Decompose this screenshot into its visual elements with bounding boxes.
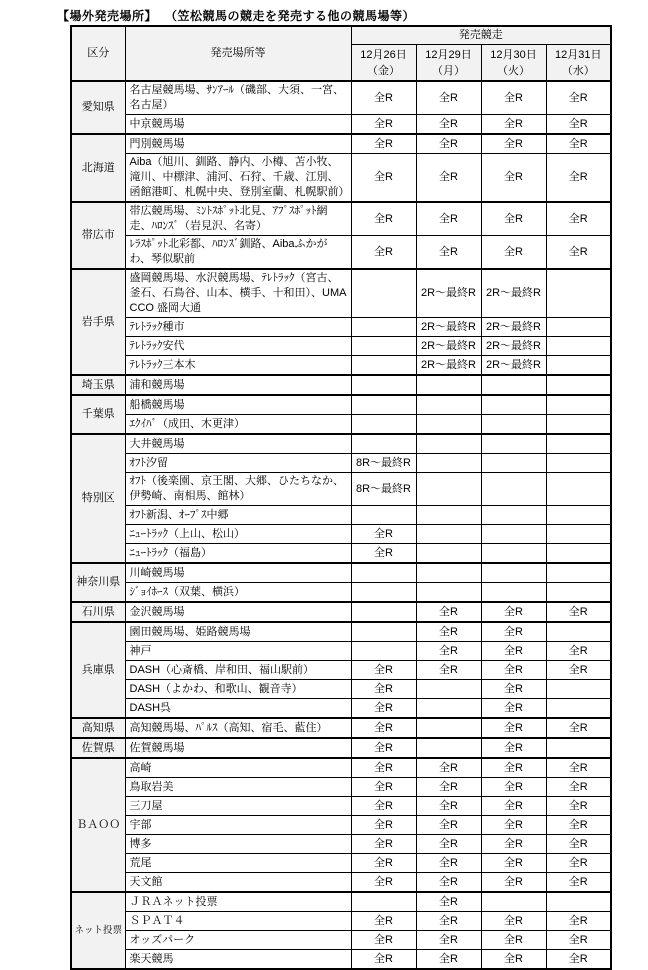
race-value-cell: 全R <box>351 912 416 931</box>
place-cell: ﾃﾚﾄﾗｯｸ種市 <box>125 318 351 337</box>
race-value-cell <box>481 583 546 603</box>
place-cell: 園田競馬場、姫路競馬場 <box>125 622 351 642</box>
place-cell: 鳥取岩美 <box>125 778 351 797</box>
kubun-cell: 岩手県 <box>71 269 125 375</box>
place-cell: 三刀屋 <box>125 797 351 816</box>
race-value-cell: 全R <box>546 816 611 835</box>
race-value-cell: 全R <box>481 950 546 970</box>
page-title <box>57 7 415 24</box>
kubun-cell: 埼玉県 <box>71 375 125 395</box>
race-value-cell: 全R <box>416 816 481 835</box>
table-row <box>71 506 611 525</box>
table-row <box>71 758 611 778</box>
table-header <box>71 26 611 81</box>
race-value-cell: 全R <box>416 912 481 931</box>
race-value-cell: 全R <box>481 680 546 699</box>
place-cell: 浦和競馬場 <box>125 375 351 395</box>
race-value-cell <box>351 892 416 912</box>
place-cell: ﾆｭｰﾄﾗｯｸ（福島） <box>125 544 351 564</box>
race-value-cell: 2R～最終R <box>481 356 546 376</box>
race-value-cell <box>351 434 416 454</box>
race-value-cell: 全R <box>351 797 416 816</box>
race-value-cell: 全R <box>351 115 416 135</box>
race-value-cell: 全R <box>546 202 611 236</box>
race-value-cell: 全R <box>351 738 416 758</box>
table-row <box>71 797 611 816</box>
table-row <box>71 892 611 912</box>
kubun-cell: 石川県 <box>71 602 125 622</box>
date-label: 12月26日 <box>360 48 407 61</box>
place-cell: ﾚﾗｽﾎﾟｯﾄ北彩都、ﾊﾛﾝｽﾞ釧路、Aibaふかがわ、琴似駅前 <box>125 236 351 270</box>
table-row <box>71 680 611 699</box>
place-cell: 盛岡競馬場、水沢競馬場、ﾃﾚﾄﾗｯｸ（宮古、釜石、石鳥谷、山本、横手、十和田）、UMACCO 盛岡大通 <box>125 269 351 318</box>
race-value-cell: 全R <box>416 134 481 154</box>
race-value-cell: 全R <box>351 873 416 893</box>
race-value-cell: 2R～最終R <box>416 356 481 376</box>
race-value-cell <box>351 395 416 415</box>
table-row <box>71 544 611 564</box>
header-date-2 <box>416 45 481 82</box>
race-value-cell: 全R <box>546 642 611 661</box>
table-row <box>71 718 611 738</box>
place-cell: 金沢競馬場 <box>125 602 351 622</box>
race-value-cell: 全R <box>546 81 611 115</box>
table-row <box>71 202 611 236</box>
race-value-cell <box>546 356 611 376</box>
race-value-cell: 全R <box>546 134 611 154</box>
race-value-cell <box>481 395 546 415</box>
kubun-cell: 千葉県 <box>71 395 125 434</box>
table-row <box>71 415 611 435</box>
race-value-cell: 2R～最終R <box>481 337 546 356</box>
header-kubun: 区分 <box>71 26 125 81</box>
place-cell: 川崎競馬場 <box>125 563 351 583</box>
table-row <box>71 473 611 506</box>
place-cell: ｼﾞｮｲﾎｰｽ（双葉、横浜） <box>125 583 351 603</box>
race-value-cell: 全R <box>416 661 481 680</box>
place-cell: 神戸 <box>125 642 351 661</box>
race-value-cell: 全R <box>416 236 481 270</box>
table-row <box>71 583 611 603</box>
race-value-cell <box>416 415 481 435</box>
date-label: 12月31日 <box>555 48 602 61</box>
race-value-cell: 全R <box>416 642 481 661</box>
header-date-1 <box>351 45 416 82</box>
kubun-cell: 北海道 <box>71 134 125 202</box>
race-value-cell: 全R <box>546 758 611 778</box>
race-value-cell: 全R <box>416 154 481 203</box>
race-value-cell: 全R <box>546 835 611 854</box>
table-row <box>71 134 611 154</box>
kubun-cell: 特別区 <box>71 434 125 563</box>
race-value-cell <box>546 699 611 719</box>
page-title-sub: （笠松競馬の競走を発売する他の競馬場等） <box>171 9 416 23</box>
table-row <box>71 154 611 203</box>
race-value-cell: 全R <box>481 778 546 797</box>
race-value-cell: 全R <box>351 758 416 778</box>
table-row <box>71 269 611 318</box>
race-value-cell <box>546 563 611 583</box>
kubun-cell: 神奈川県 <box>71 563 125 602</box>
race-value-cell <box>351 583 416 603</box>
place-cell: 帯広競馬場、ﾐﾝﾄｽﾎﾟｯﾄ北見、ｱﾌﾟｽﾎﾟｯﾄ網走、ﾊﾛﾝｽﾞ（岩見沢、名寄） <box>125 202 351 236</box>
table-row <box>71 622 611 642</box>
kubun-cell: 佐賀県 <box>71 738 125 758</box>
race-value-cell: 全R <box>416 797 481 816</box>
header-place: 発売場所等 <box>125 26 351 81</box>
race-value-cell: 全R <box>481 622 546 642</box>
race-value-cell <box>351 318 416 337</box>
race-value-cell <box>546 622 611 642</box>
place-cell: 門別競馬場 <box>125 134 351 154</box>
race-value-cell <box>481 454 546 473</box>
race-value-cell: 全R <box>481 115 546 135</box>
table-row <box>71 525 611 544</box>
race-value-cell: 全R <box>546 778 611 797</box>
race-value-cell: 全R <box>546 873 611 893</box>
header-races: 発売競走 <box>351 26 611 45</box>
kubun-cell: ＢＡＯＯ <box>71 758 125 892</box>
race-value-cell: 全R <box>546 115 611 135</box>
weekday-label: （水） <box>561 64 595 77</box>
table-row <box>71 835 611 854</box>
race-value-cell <box>481 434 546 454</box>
race-value-cell <box>546 506 611 525</box>
table-row <box>71 81 611 115</box>
table-row <box>71 236 611 270</box>
page-title-main: 【場外発売場所】 <box>57 9 158 23</box>
race-value-cell: 全R <box>481 202 546 236</box>
place-cell: ｵﾌﾄ汐留 <box>125 454 351 473</box>
race-value-cell: 全R <box>416 950 481 970</box>
race-value-cell: 全R <box>416 835 481 854</box>
place-cell: 博多 <box>125 835 351 854</box>
place-cell: ｵﾌﾄ新潟、ｵｰﾌﾟｽ中郷 <box>125 506 351 525</box>
race-value-cell: 全R <box>481 236 546 270</box>
race-value-cell: 全R <box>481 912 546 931</box>
race-value-cell <box>351 337 416 356</box>
race-value-cell <box>351 622 416 642</box>
kubun-cell: ネット投票 <box>71 892 125 969</box>
race-value-cell: 全R <box>416 202 481 236</box>
place-cell: DASH（心斎橋、岸和田、福山駅前） <box>125 661 351 680</box>
race-value-cell: 全R <box>481 602 546 622</box>
race-value-cell <box>416 375 481 395</box>
offtrack-sales-table <box>70 25 612 970</box>
race-value-cell: 全R <box>351 134 416 154</box>
place-cell: DASH（よかわ、和歌山、観音寺） <box>125 680 351 699</box>
race-value-cell: 全R <box>351 718 416 738</box>
race-value-cell: 全R <box>351 931 416 950</box>
race-value-cell: 全R <box>481 738 546 758</box>
place-cell: 宇部 <box>125 816 351 835</box>
race-value-cell <box>546 473 611 506</box>
race-value-cell: 全R <box>546 154 611 203</box>
place-cell: 高崎 <box>125 758 351 778</box>
place-cell: ｴｸｲﾊﾞ（成田、木更津） <box>125 415 351 435</box>
race-value-cell: 全R <box>546 602 611 622</box>
table-body <box>71 81 611 969</box>
race-value-cell <box>416 738 481 758</box>
race-value-cell <box>481 544 546 564</box>
race-value-cell: 全R <box>351 680 416 699</box>
race-value-cell <box>416 544 481 564</box>
race-value-cell <box>546 337 611 356</box>
race-value-cell: 全R <box>416 115 481 135</box>
place-cell: ﾃﾚﾄﾗｯｸ三本木 <box>125 356 351 376</box>
race-value-cell: 全R <box>416 81 481 115</box>
race-value-cell <box>416 718 481 738</box>
race-value-cell <box>351 563 416 583</box>
place-cell: Aiba（旭川、釧路、静内、小樽、苫小牧、滝川、中標津、浦河、石狩、千歳、江別、函館港町、札幌中央、登別室蘭、札幌駅前） <box>125 154 351 203</box>
race-value-cell: 全R <box>546 718 611 738</box>
kubun-cell: 高知県 <box>71 718 125 738</box>
race-value-cell: 全R <box>416 758 481 778</box>
race-value-cell: 全R <box>416 892 481 912</box>
table-row <box>71 931 611 950</box>
race-value-cell: 2R～最終R <box>416 337 481 356</box>
race-value-cell: 全R <box>546 950 611 970</box>
race-value-cell <box>546 375 611 395</box>
race-value-cell: 全R <box>481 642 546 661</box>
place-cell: ﾆｭｰﾄﾗｯｸ（上山、松山） <box>125 525 351 544</box>
race-value-cell <box>351 506 416 525</box>
race-value-cell: 8R～最終R <box>351 473 416 506</box>
race-value-cell <box>416 473 481 506</box>
race-value-cell: 全R <box>546 236 611 270</box>
race-value-cell: 全R <box>351 236 416 270</box>
race-value-cell <box>416 680 481 699</box>
race-value-cell: 全R <box>351 950 416 970</box>
race-value-cell: 全R <box>481 661 546 680</box>
race-value-cell: 全R <box>351 699 416 719</box>
place-cell: ＳＰＡＴ４ <box>125 912 351 931</box>
race-value-cell: 全R <box>481 699 546 719</box>
race-value-cell <box>481 525 546 544</box>
race-value-cell: 全R <box>416 622 481 642</box>
race-value-cell: 全R <box>416 778 481 797</box>
race-value-cell <box>351 602 416 622</box>
table-row <box>71 642 611 661</box>
race-value-cell <box>546 454 611 473</box>
race-value-cell <box>546 583 611 603</box>
table-row <box>71 115 611 135</box>
race-value-cell <box>481 375 546 395</box>
race-value-cell: 全R <box>481 931 546 950</box>
race-value-cell <box>416 506 481 525</box>
race-value-cell: 全R <box>546 797 611 816</box>
race-value-cell: 全R <box>546 661 611 680</box>
place-cell: 名古屋競馬場、ｻﾝｱｰﾙ（磯部、大須、一宮、名古屋） <box>125 81 351 115</box>
race-value-cell <box>481 415 546 435</box>
header-date-3 <box>481 45 546 82</box>
race-value-cell: 全R <box>481 134 546 154</box>
place-cell: ＪＲＡネット投票 <box>125 892 351 912</box>
race-value-cell <box>416 699 481 719</box>
race-value-cell <box>546 738 611 758</box>
race-value-cell <box>416 563 481 583</box>
race-value-cell: 全R <box>351 202 416 236</box>
race-value-cell <box>351 356 416 376</box>
table-row <box>71 950 611 970</box>
race-value-cell: 全R <box>351 778 416 797</box>
race-value-cell: 2R～最終R <box>481 318 546 337</box>
weekday-label: （金） <box>367 64 400 77</box>
place-cell: 荒尾 <box>125 854 351 873</box>
race-value-cell: 全R <box>416 873 481 893</box>
race-value-cell <box>546 415 611 435</box>
race-value-cell: 全R <box>416 854 481 873</box>
date-label: 12月30日 <box>490 48 537 61</box>
race-value-cell: 全R <box>351 661 416 680</box>
place-cell: オッズパーク <box>125 931 351 950</box>
place-cell: 天文館 <box>125 873 351 893</box>
place-cell: 楽天競馬 <box>125 950 351 970</box>
table-row <box>71 563 611 583</box>
table-row <box>71 854 611 873</box>
place-cell: 高知競馬場、ﾊﾟﾙｽ（高知、宿毛、藍住） <box>125 718 351 738</box>
table-row <box>71 318 611 337</box>
table-row <box>71 738 611 758</box>
table-row <box>71 375 611 395</box>
place-cell: 大井競馬場 <box>125 434 351 454</box>
race-value-cell: 全R <box>351 525 416 544</box>
table-row <box>71 699 611 719</box>
race-value-cell: 全R <box>416 931 481 950</box>
weekday-label: （月） <box>432 64 465 77</box>
race-value-cell <box>546 318 611 337</box>
race-value-cell: 全R <box>546 931 611 950</box>
table-row <box>71 395 611 415</box>
place-cell: ｵﾌﾄ（後楽園、京王閣、大郷、ひたちなか、伊勢崎、南相馬、館林） <box>125 473 351 506</box>
race-value-cell: 全R <box>546 854 611 873</box>
race-value-cell: 8R～最終R <box>351 454 416 473</box>
race-value-cell <box>351 375 416 395</box>
race-value-cell: 全R <box>481 816 546 835</box>
race-value-cell: 全R <box>416 602 481 622</box>
race-value-cell: 全R <box>481 718 546 738</box>
race-value-cell: 全R <box>481 797 546 816</box>
race-value-cell <box>481 473 546 506</box>
weekday-label: （火） <box>497 64 530 77</box>
table-row <box>71 778 611 797</box>
table-row <box>71 434 611 454</box>
place-cell: ﾃﾚﾄﾗｯｸ安代 <box>125 337 351 356</box>
table-row <box>71 337 611 356</box>
place-cell: DASH呉 <box>125 699 351 719</box>
race-value-cell: 全R <box>351 835 416 854</box>
race-value-cell <box>546 269 611 318</box>
race-value-cell <box>546 395 611 415</box>
kubun-cell: 兵庫県 <box>71 622 125 718</box>
race-value-cell <box>546 525 611 544</box>
race-value-cell: 2R～最終R <box>416 318 481 337</box>
kubun-cell: 愛知県 <box>71 81 125 134</box>
table-row <box>71 873 611 893</box>
table-row <box>71 912 611 931</box>
table-row <box>71 661 611 680</box>
race-value-cell <box>416 583 481 603</box>
table-row <box>71 602 611 622</box>
race-value-cell <box>351 642 416 661</box>
race-value-cell <box>416 395 481 415</box>
race-value-cell <box>351 415 416 435</box>
kubun-cell: 帯広市 <box>71 202 125 269</box>
table-row <box>71 356 611 376</box>
race-value-cell <box>351 269 416 318</box>
race-value-cell: 2R～最終R <box>416 269 481 318</box>
header-date-4 <box>546 45 611 82</box>
race-value-cell <box>481 506 546 525</box>
race-value-cell <box>546 892 611 912</box>
race-value-cell <box>546 434 611 454</box>
race-value-cell: 全R <box>351 544 416 564</box>
place-cell: 中京競馬場 <box>125 115 351 135</box>
race-value-cell: 全R <box>351 81 416 115</box>
race-value-cell: 全R <box>351 154 416 203</box>
race-value-cell: 全R <box>481 154 546 203</box>
table-row <box>71 454 611 473</box>
race-value-cell <box>416 454 481 473</box>
race-value-cell <box>416 525 481 544</box>
race-value-cell: 全R <box>481 854 546 873</box>
race-value-cell: 全R <box>351 854 416 873</box>
race-value-cell <box>546 544 611 564</box>
race-value-cell: 全R <box>351 816 416 835</box>
race-value-cell <box>481 563 546 583</box>
date-label: 12月29日 <box>425 48 472 61</box>
race-value-cell: 全R <box>481 835 546 854</box>
race-value-cell <box>416 434 481 454</box>
table-row <box>71 816 611 835</box>
place-cell: 船橋競馬場 <box>125 395 351 415</box>
race-value-cell <box>481 892 546 912</box>
place-cell: 佐賀競馬場 <box>125 738 351 758</box>
race-value-cell: 全R <box>481 758 546 778</box>
race-value-cell: 全R <box>481 81 546 115</box>
race-value-cell: 2R～最終R <box>481 269 546 318</box>
race-value-cell: 全R <box>546 912 611 931</box>
race-value-cell: 全R <box>481 873 546 893</box>
header-row-top <box>71 26 611 45</box>
race-value-cell <box>546 680 611 699</box>
